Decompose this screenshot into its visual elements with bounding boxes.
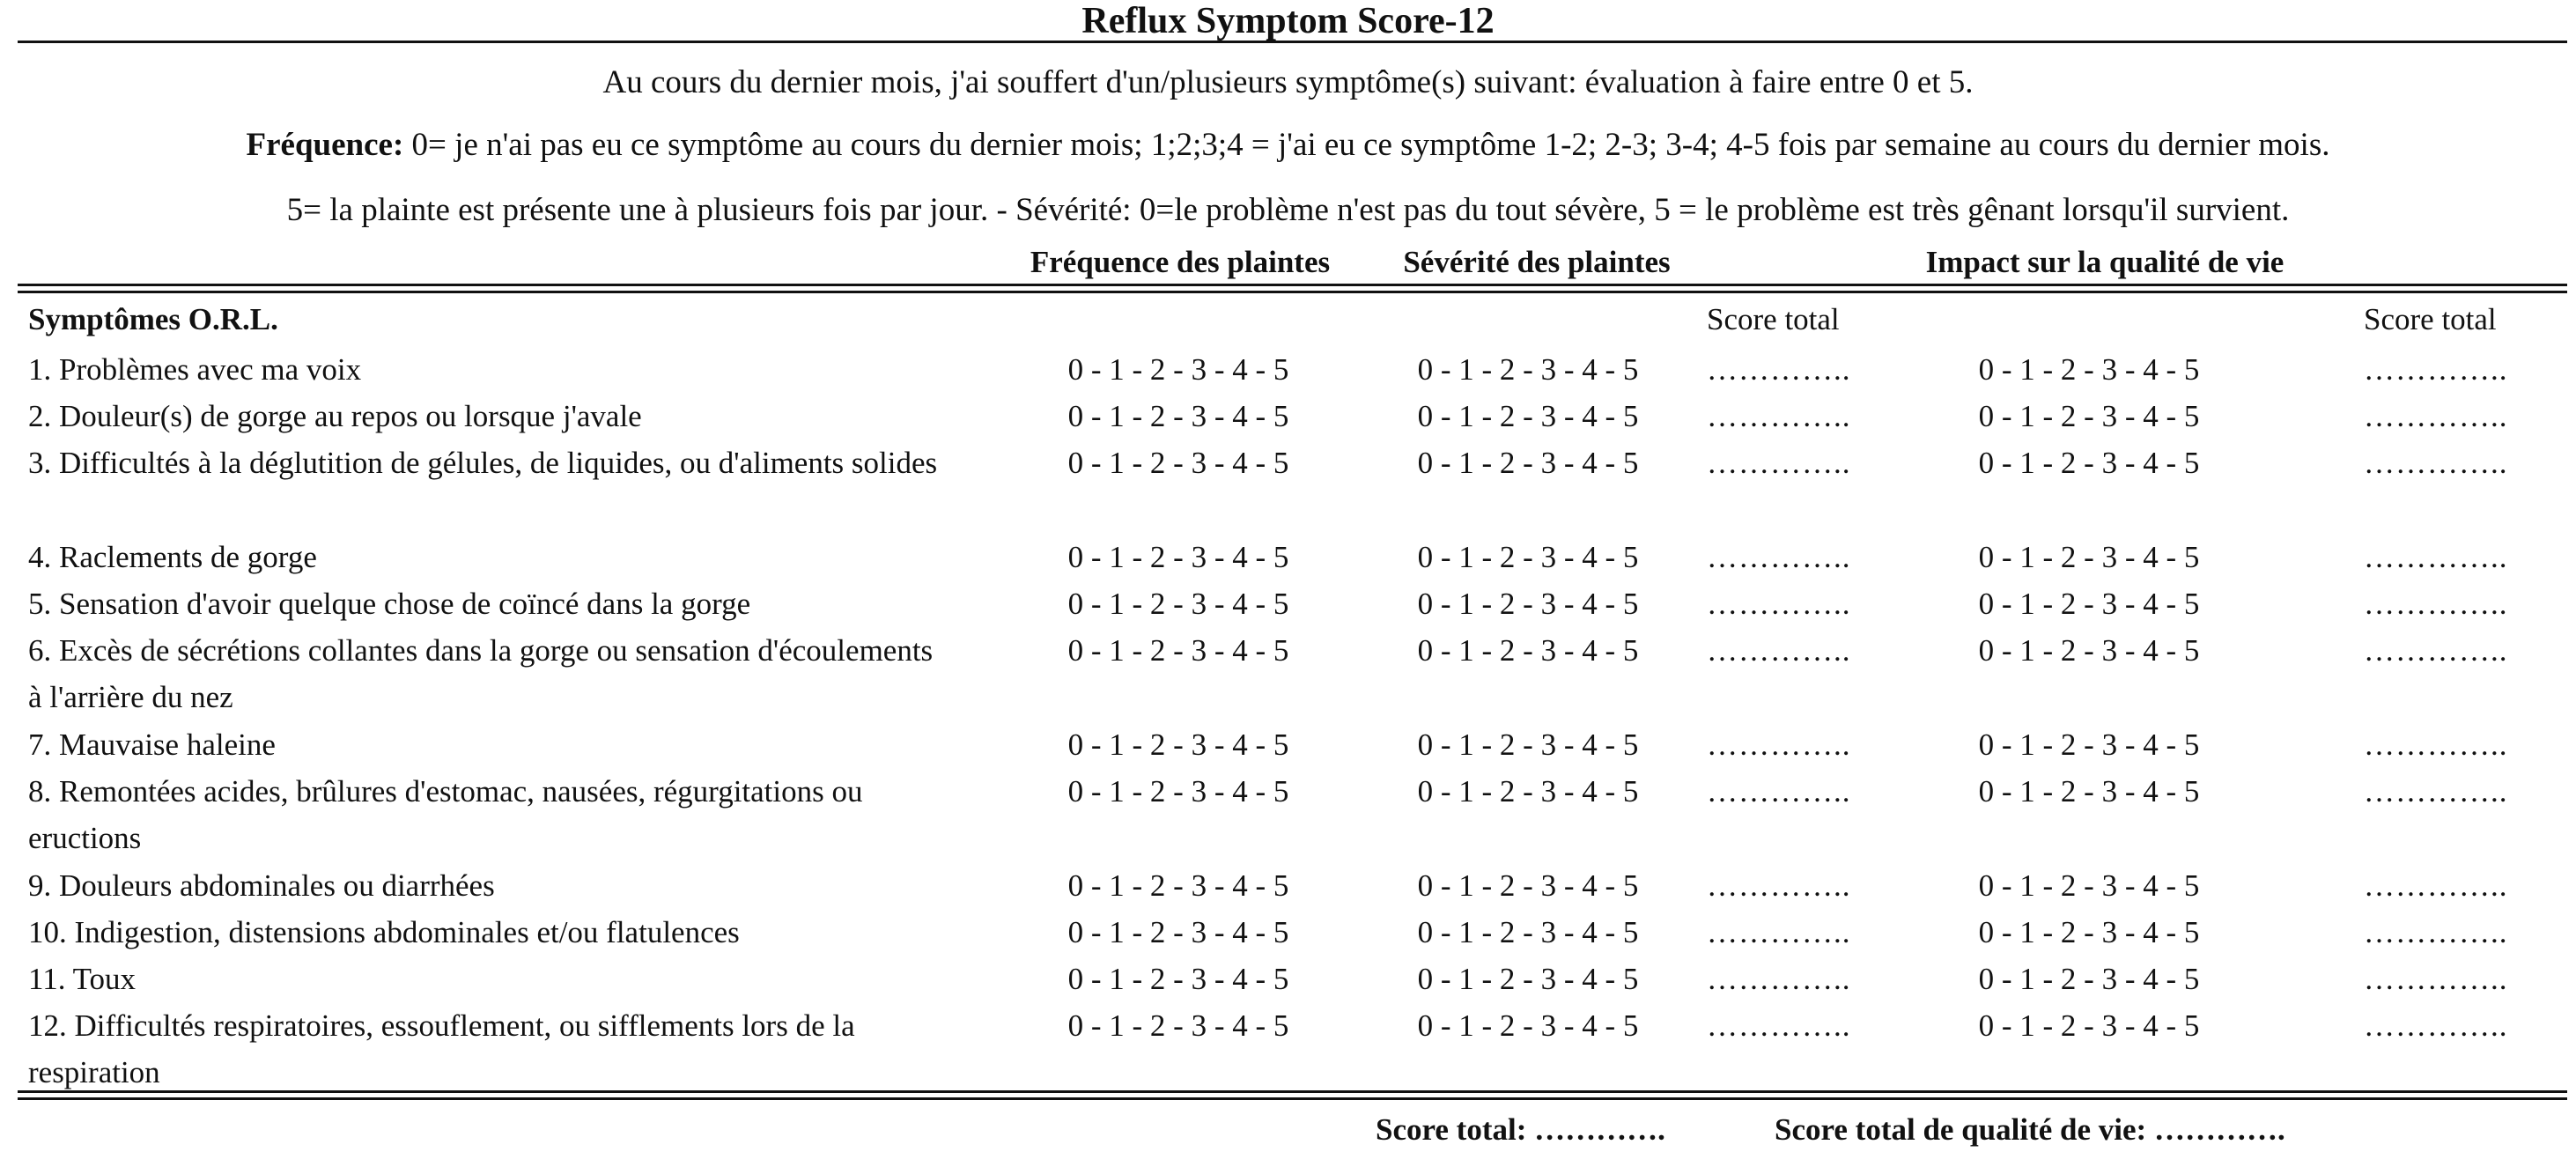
severite-scale[interactable]: 0 - 1 - 2 - 3 - 4 - 5 <box>1417 399 1639 433</box>
impact-scale[interactable]: 0 - 1 - 2 - 3 - 4 - 5 <box>1978 352 2200 387</box>
frequence-scale[interactable]: 0 - 1 - 2 - 3 - 4 - 5 <box>1067 774 1289 809</box>
frequence-scale[interactable]: 0 - 1 - 2 - 3 - 4 - 5 <box>1067 352 1289 387</box>
impact-score-blank[interactable]: ………….. <box>2364 633 2508 668</box>
severite-scale[interactable]: 0 - 1 - 2 - 3 - 4 - 5 <box>1417 774 1639 809</box>
score-total-blank[interactable]: ………….. <box>1707 587 1851 621</box>
impact-score-blank[interactable]: ………….. <box>2364 446 2508 480</box>
impact-score-blank[interactable]: ………….. <box>2364 587 2508 621</box>
score-total-blank[interactable]: ………….. <box>1707 633 1851 668</box>
frequence-scale[interactable]: 0 - 1 - 2 - 3 - 4 - 5 <box>1067 446 1289 480</box>
frequence-scale[interactable]: 0 - 1 - 2 - 3 - 4 - 5 <box>1067 540 1289 574</box>
score-qol-footer: Score total de qualité de vie: …………. <box>1775 1112 2285 1147</box>
title-rule <box>18 41 2567 43</box>
severite-scale[interactable]: 0 - 1 - 2 - 3 - 4 - 5 <box>1417 727 1639 762</box>
impact-scale[interactable]: 0 - 1 - 2 - 3 - 4 - 5 <box>1978 915 2200 949</box>
severite-scale[interactable]: 0 - 1 - 2 - 3 - 4 - 5 <box>1417 540 1639 574</box>
impact-scale[interactable]: 0 - 1 - 2 - 3 - 4 - 5 <box>1978 962 2200 996</box>
frequence-label: Fréquence: <box>246 127 404 163</box>
impact-scale[interactable]: 0 - 1 - 2 - 3 - 4 - 5 <box>1978 587 2200 621</box>
frequence-scale[interactable]: 0 - 1 - 2 - 3 - 4 - 5 <box>1067 868 1289 903</box>
impact-score-blank[interactable]: ………….. <box>2364 915 2508 949</box>
intro-line-2 <box>0 126 2576 165</box>
score-total-header-2: Score total <box>2364 302 2497 336</box>
score-total-blank[interactable]: ………….. <box>1707 727 1851 762</box>
impact-scale[interactable]: 0 - 1 - 2 - 3 - 4 - 5 <box>1978 446 2200 480</box>
symptoms-header: Symptômes O.R.L. <box>28 302 278 336</box>
impact-score-blank[interactable]: ………….. <box>2364 774 2508 809</box>
frequence-scale[interactable]: 0 - 1 - 2 - 3 - 4 - 5 <box>1067 399 1289 433</box>
severite-scale[interactable]: 0 - 1 - 2 - 3 - 4 - 5 <box>1417 868 1639 903</box>
score-total-blank[interactable]: ………….. <box>1707 540 1851 574</box>
symptom-label: 12. Difficultés respiratoires, essouflement, ou sifflements lors de la respiration <box>28 1008 855 1089</box>
impact-scale[interactable]: 0 - 1 - 2 - 3 - 4 - 5 <box>1978 727 2200 762</box>
table-top-double-rule <box>18 284 2567 293</box>
severite-scale[interactable]: 0 - 1 - 2 - 3 - 4 - 5 <box>1417 1008 1639 1043</box>
score-total-header-1: Score total <box>1707 302 1840 336</box>
severite-scale[interactable]: 0 - 1 - 2 - 3 - 4 - 5 <box>1417 446 1639 480</box>
frequence-scale[interactable]: 0 - 1 - 2 - 3 - 4 - 5 <box>1067 587 1289 621</box>
frequence-scale[interactable]: 0 - 1 - 2 - 3 - 4 - 5 <box>1067 727 1289 762</box>
impact-score-blank[interactable]: ………….. <box>2364 868 2508 903</box>
frequence-scale[interactable]: 0 - 1 - 2 - 3 - 4 - 5 <box>1067 962 1289 996</box>
intro-line-1: Au cours du dernier mois, j'ai souffert d'un/plusieurs symptôme(s) suivant: évaluation à faire entre 0 et 5. <box>602 64 1974 100</box>
impact-scale[interactable]: 0 - 1 - 2 - 3 - 4 - 5 <box>1978 1008 2200 1043</box>
impact-scale[interactable]: 0 - 1 - 2 - 3 - 4 - 5 <box>1978 633 2200 668</box>
severite-scale[interactable]: 0 - 1 - 2 - 3 - 4 - 5 <box>1417 915 1639 949</box>
frequence-definition: 0= je n'ai pas eu ce symptôme au cours du dernier mois; 1;2;3;4 = j'ai eu ce symptôme 1-2; 2-3; 3-4; 4-5 fois par semaine au cours du dernier mois. <box>403 127 2330 163</box>
score-total-blank[interactable]: ………….. <box>1707 352 1851 387</box>
impact-scale[interactable]: 0 - 1 - 2 - 3 - 4 - 5 <box>1978 399 2200 433</box>
symptom-label: 5. Sensation d'avoir quelque chose de coïncé dans la gorge <box>28 587 751 621</box>
severite-scale[interactable]: 0 - 1 - 2 - 3 - 4 - 5 <box>1417 633 1639 668</box>
impact-score-blank[interactable]: ………….. <box>2364 962 2508 996</box>
impact-scale[interactable]: 0 - 1 - 2 - 3 - 4 - 5 <box>1978 540 2200 574</box>
frequence-scale[interactable]: 0 - 1 - 2 - 3 - 4 - 5 <box>1067 633 1289 668</box>
symptom-label: 3. Difficultés à la déglutition de gélules, de liquides, ou d'aliments solides <box>28 446 938 480</box>
column-impact: Impact sur la qualité de vie <box>1925 245 2284 279</box>
impact-scale[interactable]: 0 - 1 - 2 - 3 - 4 - 5 <box>1978 774 2200 809</box>
column-severite: Sévérité des plaintes <box>1403 245 1671 279</box>
symptom-label: 1. Problèmes avec ma voix <box>28 352 362 387</box>
symptom-label: 7. Mauvaise haleine <box>28 727 276 762</box>
frequence-scale[interactable]: 0 - 1 - 2 - 3 - 4 - 5 <box>1067 915 1289 949</box>
score-total-blank[interactable]: ………….. <box>1707 1008 1851 1043</box>
symptom-label: 11. Toux <box>28 962 137 996</box>
form-title: Reflux Symptom Score-12 <box>1081 1 1495 41</box>
symptom-label: 9. Douleurs abdominales ou diarrhées <box>28 868 495 903</box>
score-total-footer: Score total: …………. <box>1376 1112 1665 1147</box>
symptom-label: 6. Excès de sécrétions collantes dans la gorge ou sensation d'écoulements à l'arrière du nez <box>28 633 934 714</box>
score-total-blank[interactable]: ………….. <box>1707 962 1851 996</box>
symptom-label: 4. Raclements de gorge <box>28 540 317 574</box>
impact-scale[interactable]: 0 - 1 - 2 - 3 - 4 - 5 <box>1978 868 2200 903</box>
impact-score-blank[interactable]: ………….. <box>2364 727 2508 762</box>
score-total-blank[interactable]: ………….. <box>1707 446 1851 480</box>
severite-scale[interactable]: 0 - 1 - 2 - 3 - 4 - 5 <box>1417 962 1639 996</box>
score-total-blank[interactable]: ………….. <box>1707 915 1851 949</box>
score-total-blank[interactable]: ………….. <box>1707 399 1851 433</box>
impact-score-blank[interactable]: ………….. <box>2364 352 2508 387</box>
column-frequence: Fréquence des plaintes <box>1030 245 1331 279</box>
severite-scale[interactable]: 0 - 1 - 2 - 3 - 4 - 5 <box>1417 587 1639 621</box>
severite-scale[interactable]: 0 - 1 - 2 - 3 - 4 - 5 <box>1417 352 1639 387</box>
frequence-scale[interactable]: 0 - 1 - 2 - 3 - 4 - 5 <box>1067 1008 1289 1043</box>
impact-score-blank[interactable]: ………….. <box>2364 540 2508 574</box>
table-bottom-double-rule <box>18 1090 2567 1100</box>
symptom-label: 2. Douleur(s) de gorge au repos ou lorsque j'avale <box>28 399 642 433</box>
symptom-label: 8. Remontées acides, brûlures d'estomac, nausées, régurgitations ou eructions <box>28 774 863 855</box>
impact-score-blank[interactable]: ………….. <box>2364 399 2508 433</box>
intro-line-3: 5= la plainte est présente une à plusieurs fois par jour. - Sévérité: 0=le problème n'est pas du tout sévère, 5 = le problème est très gênant lorsqu'il survient. <box>286 192 2290 228</box>
symptom-label: 10. Indigestion, distensions abdominales et/ou flatulences <box>28 915 740 949</box>
impact-score-blank[interactable]: ………….. <box>2364 1008 2508 1043</box>
score-total-blank[interactable]: ………….. <box>1707 774 1851 809</box>
score-total-blank[interactable]: ………….. <box>1707 868 1851 903</box>
